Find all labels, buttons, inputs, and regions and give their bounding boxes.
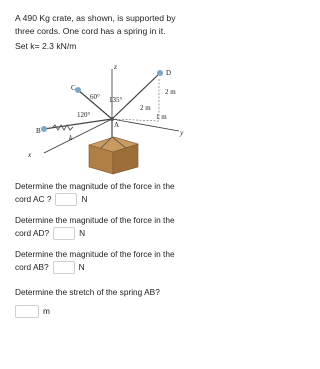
y-axis — [112, 119, 179, 131]
answer-input-stretch[interactable] — [15, 305, 39, 318]
label-b: B — [36, 127, 41, 135]
anchor-c — [75, 87, 81, 93]
label-angle-135: 135° — [109, 96, 123, 104]
label-dim-1m: 1 m — [156, 113, 167, 121]
question-text-a: Determine the magnitude of the force in the — [15, 249, 175, 259]
label-z: z — [114, 62, 117, 71]
problem-line-2: three cords. One cord has a spring in it. — [15, 25, 166, 36]
unit-label: N — [79, 228, 86, 238]
anchor-b — [41, 126, 47, 132]
question-ac — [15, 180, 193, 206]
question-text-b: cord AB? — [15, 262, 49, 272]
problem-statement — [15, 12, 193, 56]
problem-line-1: A 490 Kg crate, as shown, is supported by — [15, 13, 176, 23]
question-text-a: Determine the magnitude of the force in the — [15, 215, 175, 225]
crate-diagram — [14, 57, 192, 175]
label-y: y — [180, 128, 184, 137]
question-spring-stretch — [15, 286, 193, 318]
question-text-a: Determine the stretch of the spring AB? — [15, 287, 160, 297]
label-dim-2m-a: 2 m — [165, 88, 176, 96]
unit-label: N — [81, 194, 88, 204]
label-k: k — [69, 133, 73, 142]
question-text-b: cord AC ? — [15, 194, 52, 204]
label-a: A — [114, 121, 120, 129]
answer-input-ab[interactable] — [53, 261, 75, 274]
label-dim-2m-b: 2 m — [140, 104, 151, 112]
unit-label: N — [78, 262, 85, 272]
spring-constant: Set k= 2.3 kN/m — [15, 41, 77, 51]
question-ad — [15, 214, 193, 240]
unit-label: m — [43, 306, 50, 316]
label-x: x — [28, 150, 32, 159]
label-d: D — [166, 69, 172, 77]
question-ab — [15, 248, 193, 274]
question-text-b: cord AD? — [15, 228, 50, 238]
label-angle-120: 120° — [77, 111, 91, 119]
label-c: C — [71, 84, 76, 92]
answer-input-ac[interactable] — [55, 193, 77, 206]
anchor-d — [157, 70, 163, 76]
question-text-a: Determine the magnitude of the force in the — [15, 181, 175, 191]
label-angle-60: 60° — [90, 93, 100, 101]
answer-input-ad[interactable] — [53, 227, 75, 240]
